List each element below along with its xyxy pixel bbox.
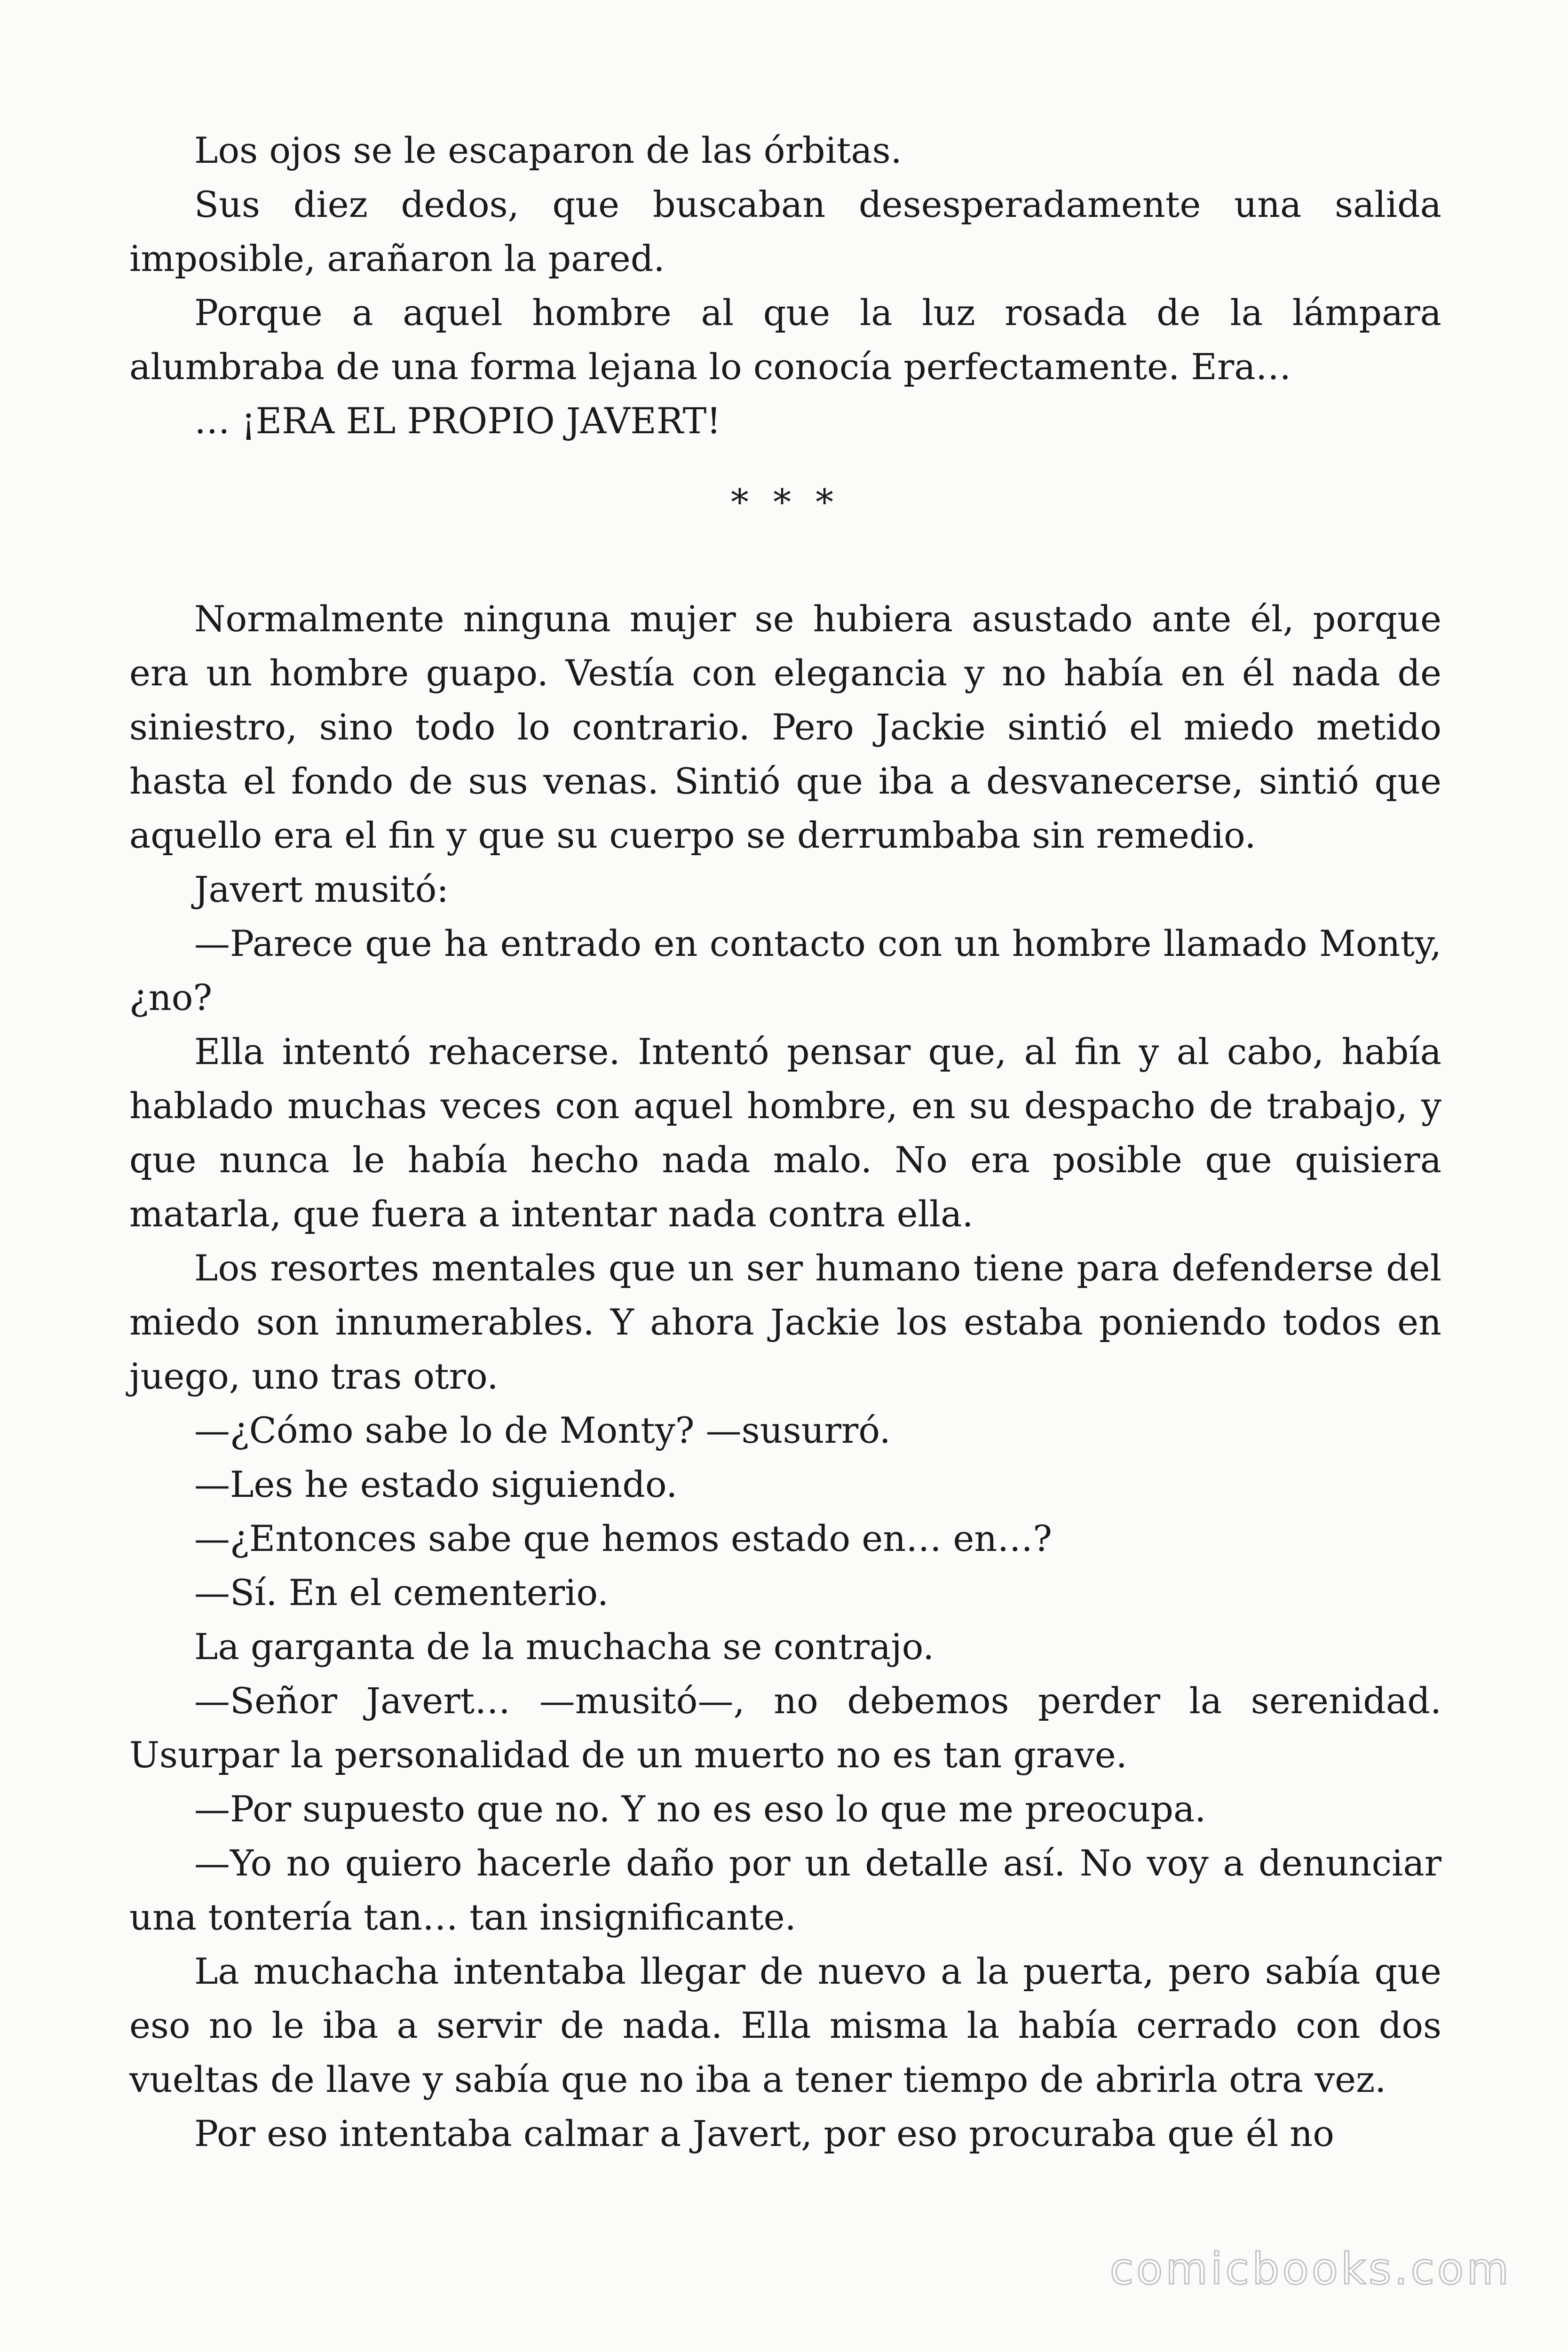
paragraph: … ¡ERA EL PROPIO JAVERT! [194, 400, 721, 442]
paragraph: La muchacha intentaba llegar de nuevo a la puerta, pero sabía que eso no le iba a servir de nada. Ella misma la había cerrado con dos vueltas de llave y sabía que no iba a tener tiempo de abrirla otra vez. [129, 1950, 1441, 2100]
watermark: comicbooks.com [1109, 2244, 1512, 2294]
paragraph: Ella intentó rehacerse. Intentó pensar que, al fin y al cabo, había hablado muchas veces con aquel hombre, en su despacho de trabajo, y que nunca le había hecho nada malo. No era posible que quisiera matarla, que fuera a intentar nada contra ella. [129, 1031, 1441, 1235]
paragraph: Normalmente ninguna mujer se hubiera asustado ante él, porque era un hombre guapo. Vestía con elegancia y no había en él nada de siniestro, sino todo lo contrario. Pero Jackie sintió el miedo metido hasta el fondo de sus venas. Sintió que iba a desvanecerse, sintió que aquello era el fin y que su cuerpo se derrumbaba sin remedio. [129, 598, 1441, 856]
paragraph: Javert musitó: [194, 868, 449, 910]
paragraph: La garganta de la muchacha se contrajo. [194, 1626, 934, 1668]
paragraph: —Sí. En el cementerio. [194, 1572, 609, 1613]
paragraph: Sus diez dedos, que buscaban desesperadamente una salida imposible, arañaron la pared. [129, 183, 1441, 279]
paragraph: —¿Cómo sabe lo de Monty? —susurró. [194, 1409, 891, 1451]
paragraph: —Señor Javert… —musitó—, no debemos perder la serenidad. Usurpar la personalidad de un muerto no es tan grave. [129, 1680, 1441, 1776]
paragraph: Porque a aquel hombre al que la luz rosada de la lámpara alumbraba de una forma lejana lo conocía perfectamente. Era… [129, 292, 1441, 388]
paragraph: Los ojos se le escaparon de las órbitas. [194, 129, 902, 171]
paragraph: —Yo no quiero hacerle daño por un detalle así. No voy a denunciar una tontería tan… tan insignificante. [129, 1842, 1441, 1938]
page-text [129, 123, 1441, 2161]
paragraph: —¿Entonces sabe que hemos estado en… en…? [194, 1518, 1052, 1559]
paragraph: —Les he estado siguiendo. [194, 1463, 678, 1505]
paragraph: Los resortes mentales que un ser humano tiene para defenderse del miedo son innumerables. Y ahora Jackie los estaba poniendo todos en juego, uno tras otro. [129, 1247, 1441, 1397]
paragraph: —Por supuesto que no. Y no es eso lo que me preocupa. [194, 1788, 1206, 1830]
paragraph: —Parece que ha entrado en contacto con un hombre llamado Monty, ¿no? [129, 922, 1441, 1018]
section-separator: * * * [730, 481, 840, 523]
paragraph: Por eso intentaba calmar a Javert, por eso procuraba que él no [194, 2113, 1334, 2154]
